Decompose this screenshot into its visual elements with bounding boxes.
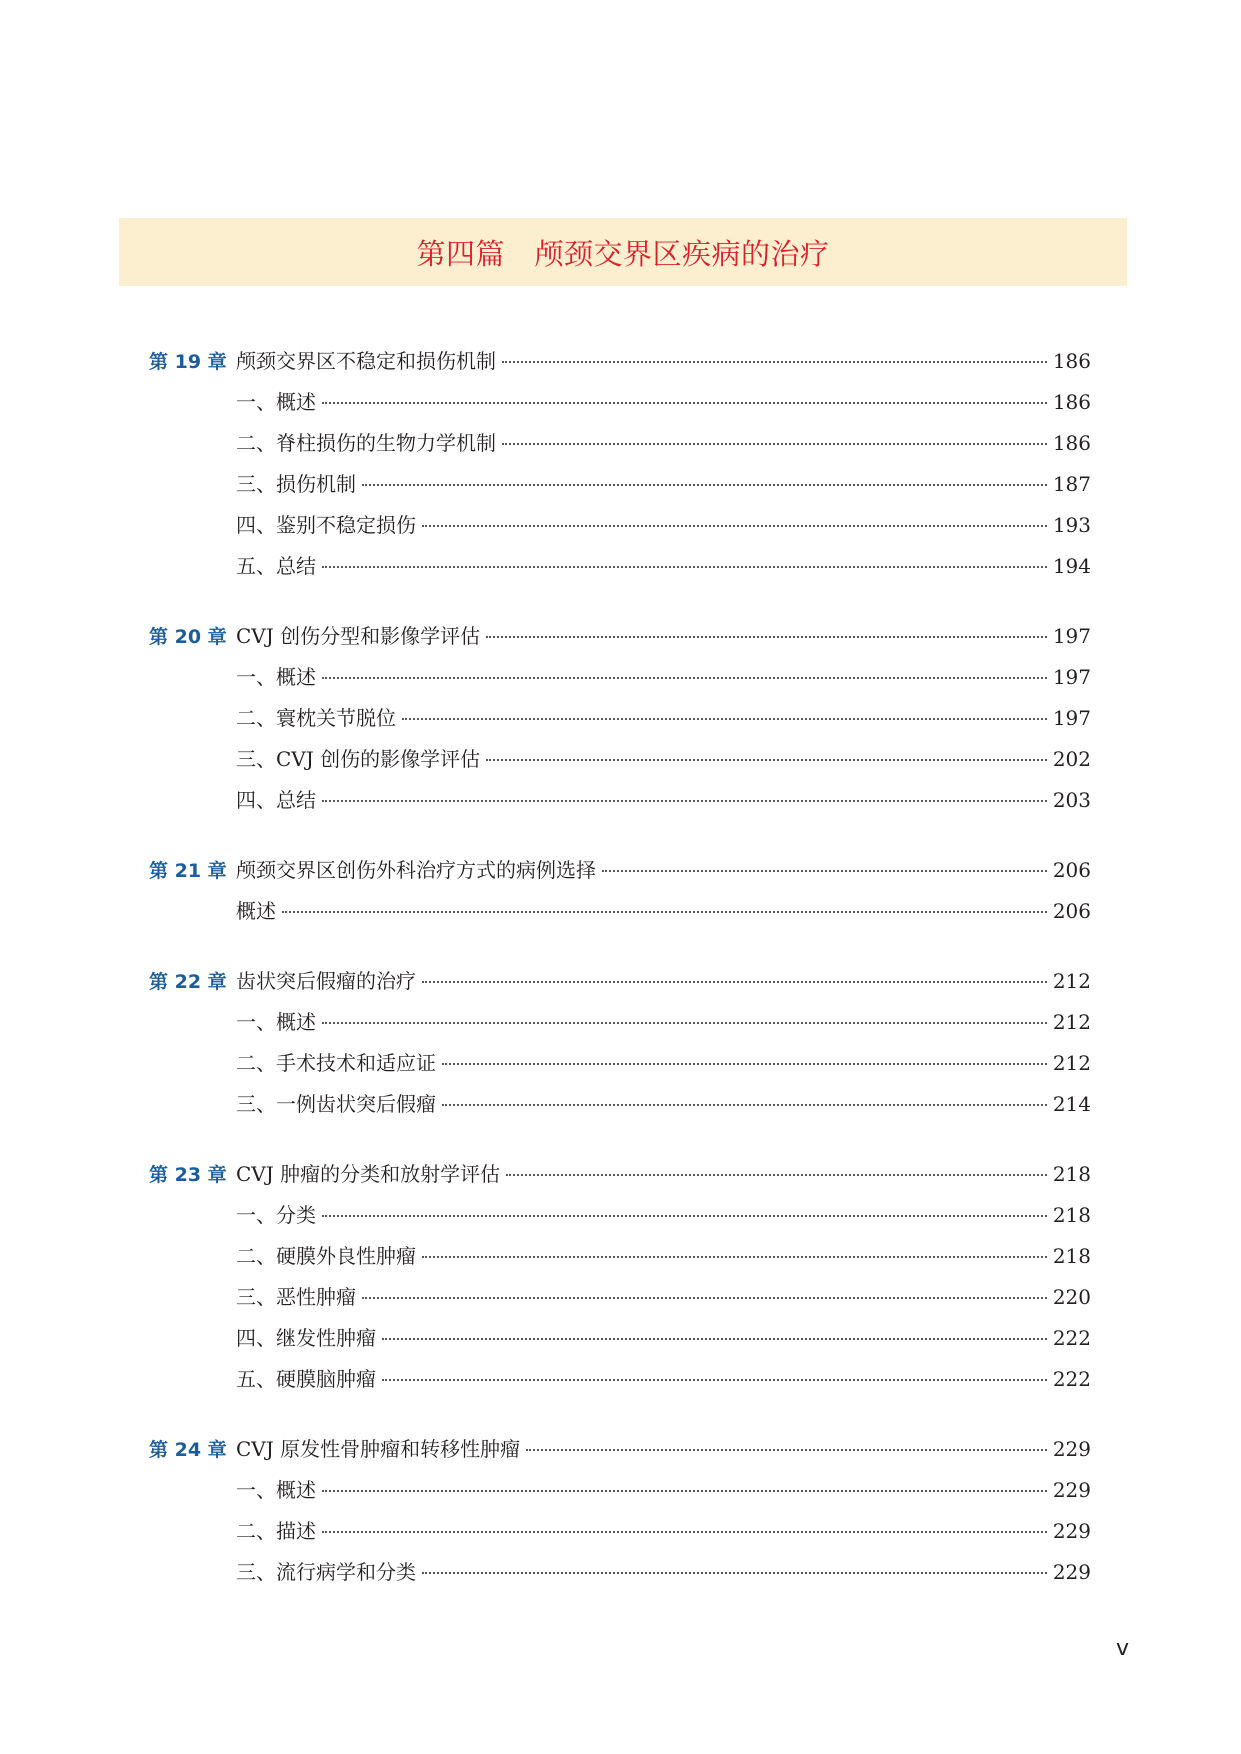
toc-section-row[interactable] bbox=[149, 1552, 1091, 1593]
section-title: 四、继发性肿瘤 bbox=[236, 1326, 376, 1350]
section-title: 三、恶性肿瘤 bbox=[236, 1285, 356, 1309]
toc-chapter-row[interactable] bbox=[149, 1154, 1091, 1195]
page-number: 229 bbox=[1052, 1519, 1091, 1543]
part-banner bbox=[119, 218, 1127, 286]
dot-leader bbox=[362, 484, 1047, 486]
toc-section-row[interactable] bbox=[149, 423, 1091, 464]
chapter-title: CVJ 肿瘤的分类和放射学评估 bbox=[236, 1162, 501, 1186]
toc-section-row[interactable] bbox=[149, 1277, 1091, 1318]
toc-section-row[interactable] bbox=[149, 382, 1091, 423]
dot-leader bbox=[442, 1104, 1047, 1106]
dot-leader bbox=[502, 361, 1047, 363]
toc-section-row[interactable] bbox=[149, 1084, 1091, 1125]
page-number: 229 bbox=[1052, 1437, 1091, 1461]
page-number: 186 bbox=[1052, 431, 1091, 455]
dot-leader bbox=[526, 1449, 1047, 1451]
toc-section-row[interactable] bbox=[149, 1043, 1091, 1084]
dot-leader bbox=[382, 1379, 1047, 1381]
page-number: 229 bbox=[1052, 1560, 1091, 1584]
page-number: 218 bbox=[1052, 1244, 1091, 1268]
toc-section-row[interactable] bbox=[149, 698, 1091, 739]
section-title: 三、一例齿状突后假瘤 bbox=[236, 1092, 436, 1116]
page-number: 206 bbox=[1052, 858, 1091, 882]
section-title: 二、脊柱损伤的生物力学机制 bbox=[236, 431, 496, 455]
section-title: 三、流行病学和分类 bbox=[236, 1560, 416, 1584]
chapter-title: CVJ 原发性骨肿瘤和转移性肿瘤 bbox=[236, 1437, 521, 1461]
toc-section-row[interactable] bbox=[149, 464, 1091, 505]
chapter-label: 第 22 章 bbox=[149, 971, 227, 993]
toc-chapter bbox=[149, 1154, 1091, 1400]
dot-leader bbox=[322, 566, 1047, 568]
dot-leader bbox=[422, 981, 1047, 983]
dot-leader bbox=[322, 1490, 1047, 1492]
toc-chapter bbox=[149, 616, 1091, 821]
dot-leader bbox=[442, 1063, 1047, 1065]
page-number: 214 bbox=[1052, 1092, 1091, 1116]
page-number: 218 bbox=[1052, 1162, 1091, 1186]
dot-leader bbox=[322, 677, 1047, 679]
chapter-label: 第 23 章 bbox=[149, 1164, 227, 1186]
dot-leader bbox=[486, 759, 1047, 761]
chapter-title: 齿状突后假瘤的治疗 bbox=[236, 969, 416, 993]
section-title: 四、鉴别不稳定损伤 bbox=[236, 513, 416, 537]
chapter-title: 颅颈交界区创伤外科治疗方式的病例选择 bbox=[236, 858, 596, 882]
section-title: 二、描述 bbox=[236, 1519, 316, 1543]
section-title: 概述 bbox=[236, 899, 276, 923]
toc-section-row[interactable] bbox=[149, 505, 1091, 546]
chapter-label: 第 19 章 bbox=[149, 351, 227, 373]
section-title: 一、分类 bbox=[236, 1203, 316, 1227]
page-number: 229 bbox=[1052, 1478, 1091, 1502]
toc-section-row[interactable] bbox=[149, 739, 1091, 780]
dot-leader bbox=[502, 443, 1047, 445]
section-title: 三、CVJ 创伤的影像学评估 bbox=[236, 747, 481, 771]
page-number: 222 bbox=[1052, 1367, 1091, 1391]
page-number: 206 bbox=[1052, 899, 1091, 923]
toc-section-row[interactable] bbox=[149, 1236, 1091, 1277]
page-number: 212 bbox=[1052, 1051, 1091, 1075]
toc-section-row[interactable] bbox=[149, 546, 1091, 587]
page-number: 186 bbox=[1052, 349, 1091, 373]
dot-leader bbox=[402, 718, 1047, 720]
dot-leader bbox=[422, 525, 1047, 527]
page-number: 197 bbox=[1052, 706, 1091, 730]
toc-chapter bbox=[149, 850, 1091, 932]
dot-leader bbox=[602, 870, 1047, 872]
page-number: 212 bbox=[1052, 969, 1091, 993]
part-title: 第四篇 颅颈交界区疾病的治疗 bbox=[416, 236, 830, 271]
dot-leader bbox=[322, 1531, 1047, 1533]
dot-leader bbox=[486, 636, 1047, 638]
toc-section-row[interactable] bbox=[149, 1470, 1091, 1511]
toc-chapter-row[interactable] bbox=[149, 1429, 1091, 1470]
page-number: 193 bbox=[1052, 513, 1091, 537]
page-number: 203 bbox=[1052, 788, 1091, 812]
toc-section-row[interactable] bbox=[149, 1359, 1091, 1400]
section-title: 一、概述 bbox=[236, 665, 316, 689]
toc-chapter bbox=[149, 1429, 1091, 1593]
section-title: 二、寰枕关节脱位 bbox=[236, 706, 396, 730]
table-of-contents bbox=[149, 341, 1091, 1622]
page-number: 218 bbox=[1052, 1203, 1091, 1227]
toc-section-row[interactable] bbox=[149, 1511, 1091, 1552]
page-number: 194 bbox=[1052, 554, 1091, 578]
dot-leader bbox=[382, 1338, 1047, 1340]
section-title: 一、概述 bbox=[236, 390, 316, 414]
toc-chapter bbox=[149, 341, 1091, 587]
page-number: 202 bbox=[1052, 747, 1091, 771]
toc-section-row[interactable] bbox=[149, 780, 1091, 821]
section-title: 二、硬膜外良性肿瘤 bbox=[236, 1244, 416, 1268]
section-title: 三、损伤机制 bbox=[236, 472, 356, 496]
dot-leader bbox=[422, 1256, 1047, 1258]
toc-section-row[interactable] bbox=[149, 1195, 1091, 1236]
section-title: 一、概述 bbox=[236, 1478, 316, 1502]
section-title: 一、概述 bbox=[236, 1010, 316, 1034]
toc-chapter-row[interactable] bbox=[149, 850, 1091, 891]
page-number: 212 bbox=[1052, 1010, 1091, 1034]
chapter-title: 颅颈交界区不稳定和损伤机制 bbox=[236, 349, 496, 373]
page-number: 222 bbox=[1052, 1326, 1091, 1350]
page-folio: v bbox=[1116, 1636, 1130, 1661]
page-number: 187 bbox=[1052, 472, 1091, 496]
dot-leader bbox=[362, 1297, 1047, 1299]
dot-leader bbox=[322, 800, 1047, 802]
chapter-label: 第 21 章 bbox=[149, 860, 227, 882]
dot-leader bbox=[422, 1572, 1047, 1574]
dot-leader bbox=[322, 1215, 1047, 1217]
toc-chapter-row[interactable] bbox=[149, 961, 1091, 1002]
dot-leader bbox=[282, 911, 1047, 913]
section-title: 五、总结 bbox=[236, 554, 316, 578]
toc-section-row[interactable] bbox=[149, 891, 1091, 932]
page-number: 186 bbox=[1052, 390, 1091, 414]
dot-leader bbox=[322, 402, 1047, 404]
section-title: 五、硬膜脑肿瘤 bbox=[236, 1367, 376, 1391]
toc-section-row[interactable] bbox=[149, 657, 1091, 698]
chapter-label: 第 24 章 bbox=[149, 1439, 227, 1461]
dot-leader bbox=[506, 1174, 1047, 1176]
page-number: 220 bbox=[1052, 1285, 1091, 1309]
toc-chapter bbox=[149, 961, 1091, 1125]
section-title: 二、手术技术和适应证 bbox=[236, 1051, 436, 1075]
section-title: 四、总结 bbox=[236, 788, 316, 812]
toc-section-row[interactable] bbox=[149, 1002, 1091, 1043]
page-number: 197 bbox=[1052, 624, 1091, 648]
page-number: 197 bbox=[1052, 665, 1091, 689]
toc-chapter-row[interactable] bbox=[149, 341, 1091, 382]
toc-chapter-row[interactable] bbox=[149, 616, 1091, 657]
chapter-label: 第 20 章 bbox=[149, 626, 227, 648]
chapter-title: CVJ 创伤分型和影像学评估 bbox=[236, 624, 481, 648]
dot-leader bbox=[322, 1022, 1047, 1024]
toc-section-row[interactable] bbox=[149, 1318, 1091, 1359]
